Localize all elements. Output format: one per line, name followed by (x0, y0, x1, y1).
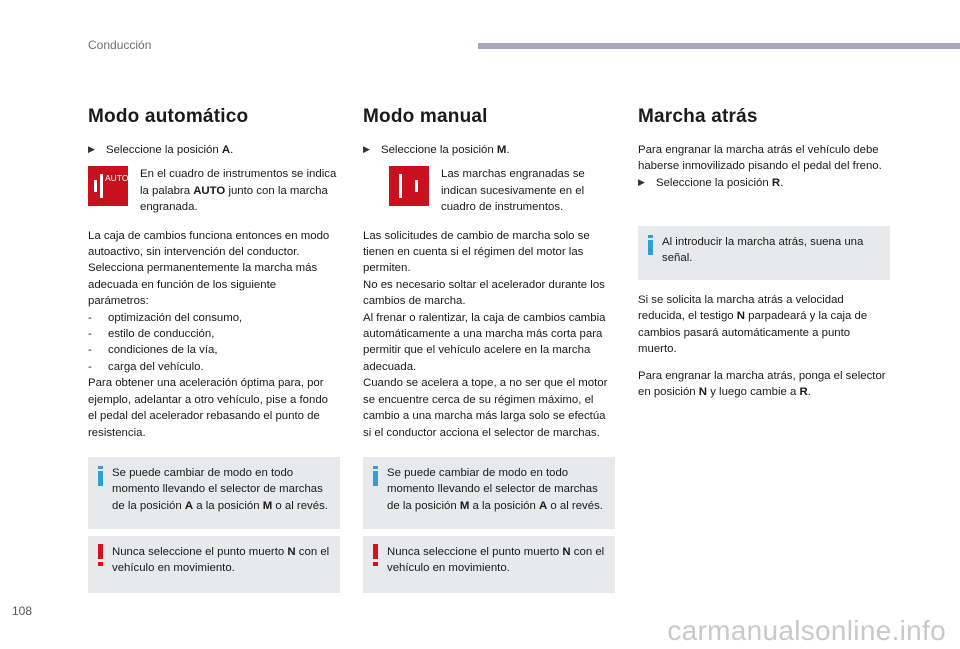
section-accent-bar (478, 43, 960, 49)
key: R (799, 386, 808, 399)
note-text (387, 544, 607, 577)
text: a la posición (193, 499, 263, 512)
text: o al revés. (272, 499, 328, 512)
text: y luego cambie a (707, 386, 800, 399)
manual-step (363, 142, 615, 158)
text: junto con la marcha engranada. (140, 184, 328, 214)
key: A (538, 499, 548, 512)
step-text: Seleccione la posición (106, 144, 222, 156)
note-text (112, 544, 332, 577)
list-item: - estilo de conducción, (88, 326, 340, 342)
step-key: A (221, 144, 231, 156)
manual-mode-title: Modo manual (363, 106, 488, 127)
arrow-bullet-icon: ▶ (88, 144, 95, 154)
text: Se puede cambiar de modo en todo momento llevando el selector de marchas de la posición (112, 467, 323, 512)
manual-info-note (363, 457, 615, 529)
key: M (459, 499, 470, 512)
step-suffix: . (230, 144, 234, 156)
arrow-bullet-icon: ▶ (638, 176, 645, 187)
auto-icon-text (140, 166, 340, 215)
text: Nunca seleccione el punto muerto (112, 546, 288, 558)
section-title: Conducción (88, 38, 152, 52)
reverse-info-note (638, 226, 890, 280)
step-text: Seleccione la posición (381, 144, 497, 156)
note-text: Al introducir la marcha atrás, suena una señal. (662, 236, 864, 265)
step-key: M (496, 144, 507, 156)
info-icon (97, 466, 104, 486)
reverse-title: Marcha atrás (638, 106, 758, 127)
manual-mode-section (363, 106, 615, 441)
text: con el vehículo en movimiento. (387, 546, 605, 575)
list-item: - optimización del consumo, (88, 310, 340, 326)
auto-mode-section (88, 106, 340, 441)
page-number: 108 (12, 604, 33, 618)
warning-icon (372, 544, 379, 566)
auto-step (88, 142, 340, 158)
key: N (698, 386, 708, 399)
manual-p2: No es necesario soltar el acelerador durante los cambios de marcha. (363, 278, 605, 308)
text: Si se solicita la marcha atrás a velocidad reducida, el testigo (638, 294, 844, 323)
manual-p4: Cuando se acelera a tope, a no ser que el motor se encuentre cerca de su régimen máximo, el cambio a una marcha más larga solo se efectúa si el conductor acciona el selector de marchas. (363, 377, 608, 439)
text: Para engranar la marcha atrás, ponga el selector en posición (638, 369, 886, 399)
list-item: - carga del vehículo. (88, 359, 340, 375)
reverse-p2 (638, 368, 890, 401)
auto-icon-row (88, 166, 340, 215)
reverse-p1 (638, 292, 890, 358)
auto-outro: Para obtener una aceleración óptima para, por ejemplo, adelantar a otro vehículo, pise a fondo el pedal del acelerador rebasando el punto de resistencia. (88, 377, 328, 439)
manual-p3: Al frenar o ralentizar, la caja de cambios cambia automáticamente a una marcha más corta para permitir que el vehículo acelere en la marcha adecuada. (363, 311, 606, 373)
text: En el cuadro de instrumentos se indica la palabra (140, 168, 337, 197)
text: a la posición (469, 499, 539, 512)
auto-warning-note (88, 536, 340, 593)
manual-warning-note (363, 536, 615, 593)
text: Nunca seleccione el punto muerto (387, 546, 563, 558)
manual-p1: Las solicitudes de cambio de marcha solo se tienen en cuenta si el régimen del motor las permiten. (363, 229, 590, 275)
auto-info-note (88, 457, 340, 529)
list-item: - condiciones de la vía, (88, 342, 340, 358)
key: AUTO (193, 184, 226, 197)
note-text (112, 465, 332, 514)
step-text: Seleccione la posición (656, 176, 772, 189)
key: N (562, 546, 571, 558)
key: A (184, 499, 194, 512)
step-key: R (771, 176, 781, 189)
step-suffix: . (780, 176, 784, 189)
info-icon (372, 466, 379, 486)
key: N (287, 546, 296, 558)
warning-icon (97, 544, 104, 566)
manual-icon-row (363, 166, 615, 215)
reverse-intro: Para engranar la marcha atrás el vehículo debe haberse inmovilizado pisando el pedal del freno. (638, 144, 882, 173)
step-suffix: . (506, 144, 510, 156)
info-icon (647, 235, 654, 255)
key: N (736, 310, 746, 323)
manual-icon-text: Las marchas engranadas se indican sucesivamente en el cuadro de instrumentos. (441, 168, 585, 214)
auto-mode-title: Modo automático (88, 106, 249, 127)
arrow-bullet-icon: ▶ (363, 144, 370, 154)
auto-intro: La caja de cambios funciona entonces en modo autoactivo, sin intervención del conductor. Selecciona permanentemente la marcha más adecuada en función de los siguiente parámetros: (88, 229, 330, 308)
auto-icon-label: AUTO (105, 173, 129, 184)
gear-lever-manual-icon (389, 166, 429, 206)
text: o al revés. (547, 499, 603, 512)
note-text (387, 465, 607, 514)
watermark: carmanualsonline.info (667, 615, 946, 646)
auto-params-list (88, 310, 340, 376)
key: M (262, 499, 273, 512)
gear-lever-auto-icon (88, 166, 128, 206)
text: Se puede cambiar de modo en todo momento llevando el selector de marchas de la posición (387, 467, 598, 512)
reverse-body (638, 292, 890, 410)
reverse-section (638, 106, 890, 199)
reverse-step (638, 175, 890, 191)
text: parpadeará y la caja de cambios pasará automáticamente a punto muerto. (638, 310, 868, 356)
text: con el vehículo en movimiento. (112, 546, 330, 575)
text: . (807, 386, 811, 399)
